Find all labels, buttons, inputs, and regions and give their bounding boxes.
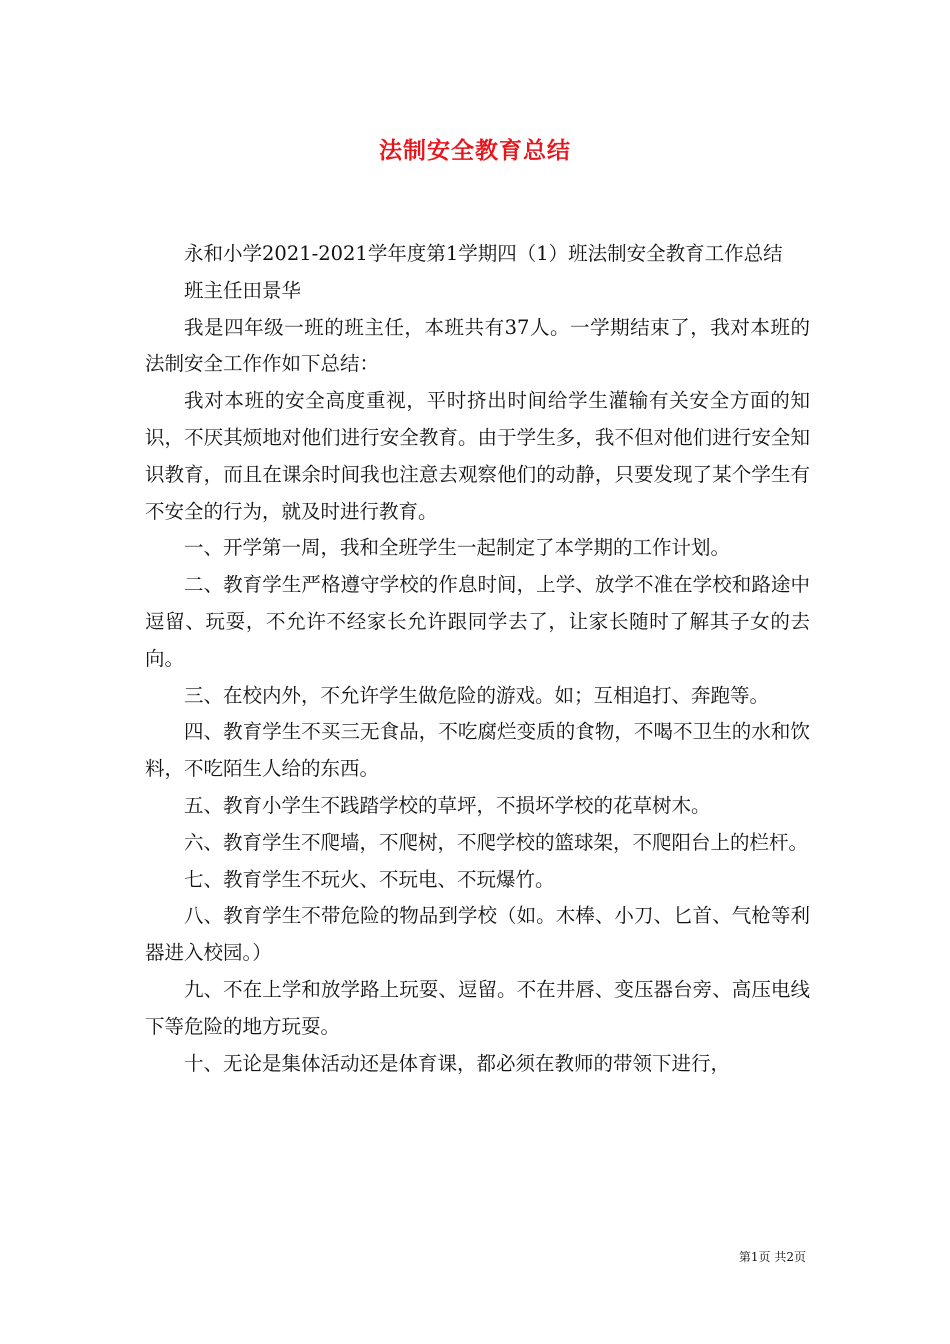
paragraph-intro: 永和小学2021-2021学年度第1学期四（1）班法制安全教育工作总结 xyxy=(184,242,783,265)
paragraph-class-summary: 我是四年级一班的班主任，本班共有37人。一学期结束了，我对本班的法制安全工作作如下总结： xyxy=(145,315,810,376)
paragraph-item-5: 五、教育小学生不践踏学校的草坪，不损坏学校的花草树木。 xyxy=(184,793,711,817)
paragraph-item-1: 一、开学第一周，我和全班学生一起制定了本学期的工作计划。 xyxy=(184,536,731,560)
page-number-footer: 第1页 共2页 xyxy=(738,1250,806,1264)
paragraph-item-6: 六、教育学生不爬墙，不爬树，不爬学校的篮球架，不爬阳台上的栏杆。 xyxy=(184,830,809,854)
paragraph-item-4: 四、教育学生不买三无食品，不吃腐烂变质的食物，不喝不卫生的水和饮料，不吃陌生人给的东西。 xyxy=(145,720,810,781)
paragraph-item-10: 十、无论是集体活动还是体育课，都必须在教师的带领下进行， xyxy=(184,1051,731,1075)
paragraph-item-8: 八、教育学生不带危险的物品到学校（如。木棒、小刀、匕首、气枪等利器进入校园。） xyxy=(145,904,810,965)
paragraph-safety-emphasis: 我对本班的安全高度重视，平时挤出时间给学生灌输有关安全方面的知识，不厌其烦地对他们进行安全教育。由于学生多，我不但对他们进行安全知识教育，而且在课余时间我也注意去观察他们的动静，只要发现了某个学生有不安全的行为，就及时进行教育。 xyxy=(145,389,810,523)
paragraph-teacher: 班主任田景华 xyxy=(184,278,302,302)
document-title: 法制安全教育总结 xyxy=(379,137,571,164)
paragraph-item-2: 二、教育学生严格遵守学校的作息时间，上学、放学不准在学校和路途中逗留、玩耍，不允许不经家长允许跟同学去了，让家长随时了解其子女的去向。 xyxy=(145,573,810,670)
paragraph-item-9: 九、不在上学和放学路上玩耍、逗留。不在井唇、变压器台旁、高压电线下等危险的地方玩耍。 xyxy=(145,977,810,1038)
paragraph-item-7: 七、教育学生不玩火、不玩电、不玩爆竹。 xyxy=(184,867,555,891)
paragraph-item-3: 三、在校内外，不允许学生做危险的游戏。如；互相追打、奔跑等。 xyxy=(184,683,770,707)
document-body xyxy=(145,236,810,1082)
